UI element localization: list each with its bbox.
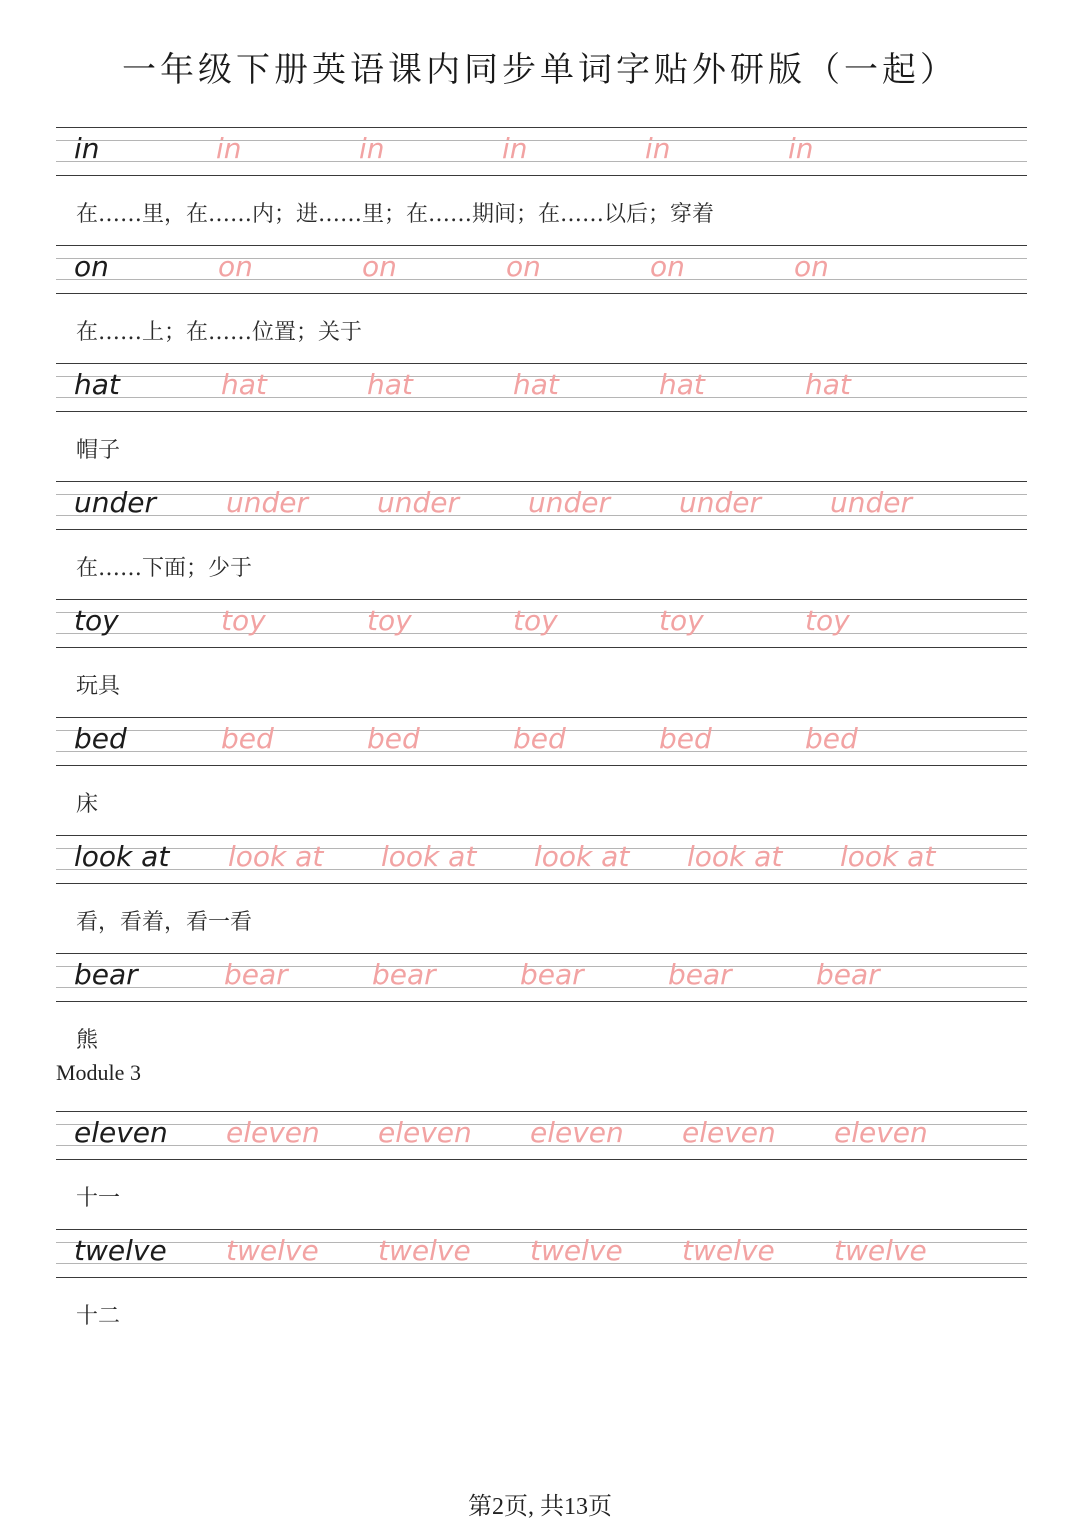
trace-word: bed: [221, 722, 274, 755]
ruled-line: [56, 245, 1027, 246]
writing-row: [56, 1111, 1027, 1161]
ruled-line: [56, 293, 1027, 294]
ruled-line: [56, 127, 1027, 128]
writing-row: [56, 1229, 1027, 1279]
ruled-line: [56, 140, 1027, 141]
vocab-word: hat: [74, 368, 120, 401]
ruled-line: [56, 647, 1027, 648]
trace-word: bed: [805, 722, 858, 755]
trace-word: toy: [221, 604, 266, 637]
trace-word: look at: [228, 840, 324, 873]
ruled-line: [56, 1111, 1027, 1112]
ruled-line: [56, 1229, 1027, 1230]
ruled-line: [56, 765, 1027, 766]
trace-word: on: [362, 250, 397, 283]
trace-word: eleven: [530, 1116, 624, 1149]
ruled-line: [56, 1159, 1027, 1160]
trace-word: on: [218, 250, 253, 283]
trace-word: hat: [513, 368, 559, 401]
vocab-word: under: [74, 486, 157, 519]
vocab-word: eleven: [74, 1116, 168, 1149]
trace-word: under: [377, 486, 460, 519]
trace-word: twelve: [682, 1234, 775, 1267]
trace-word: look at: [534, 840, 630, 873]
ruled-line: [56, 835, 1027, 836]
trace-word: under: [830, 486, 913, 519]
trace-word: eleven: [378, 1116, 472, 1149]
trace-word: hat: [367, 368, 413, 401]
page-footer: 第2页, 共13页: [468, 1494, 612, 1520]
trace-word: eleven: [834, 1116, 928, 1149]
trace-word: bed: [659, 722, 712, 755]
ruled-line: [56, 279, 1027, 280]
word-meaning: 在……下面；少于: [76, 556, 253, 581]
trace-word: hat: [805, 368, 851, 401]
trace-word: under: [528, 486, 611, 519]
word-meaning: 熊: [76, 1028, 99, 1053]
trace-word: bear: [816, 958, 880, 991]
ruled-line: [56, 599, 1027, 600]
word-meaning: 玩具: [76, 674, 121, 699]
trace-word: hat: [659, 368, 705, 401]
ruled-line: [56, 953, 1027, 954]
writing-row: [56, 717, 1027, 767]
writing-row: [56, 481, 1027, 531]
ruled-line: [56, 481, 1027, 482]
trace-word: toy: [367, 604, 412, 637]
trace-word: twelve: [530, 1234, 623, 1267]
trace-word: toy: [805, 604, 850, 637]
module-label: Module 3: [56, 1060, 141, 1085]
writing-row: [56, 363, 1027, 413]
ruled-line: [56, 717, 1027, 718]
vocab-word: bed: [74, 722, 127, 755]
word-meaning: 十一: [76, 1186, 121, 1211]
trace-word: eleven: [226, 1116, 320, 1149]
page-title: 一年级下册英语课内同步单词字贴外研版（一起）: [122, 50, 958, 90]
vocab-word: on: [74, 250, 109, 283]
vocab-word: bear: [74, 958, 138, 991]
writing-row: [56, 599, 1027, 649]
trace-word: bear: [224, 958, 288, 991]
ruled-line: [56, 411, 1027, 412]
writing-row: [56, 127, 1027, 177]
trace-word: hat: [221, 368, 267, 401]
trace-word: toy: [513, 604, 558, 637]
trace-word: twelve: [226, 1234, 319, 1267]
writing-row: [56, 953, 1027, 1003]
ruled-line: [56, 1001, 1027, 1002]
trace-word: on: [650, 250, 685, 283]
trace-word: on: [794, 250, 829, 283]
vocab-word: look at: [74, 840, 170, 873]
word-meaning: 帽子: [76, 438, 121, 463]
word-meaning: 十二: [76, 1304, 121, 1329]
vocab-word: twelve: [74, 1234, 167, 1267]
word-meaning: 在……上；在……位置；关于: [76, 320, 363, 345]
word-meaning: 在……里，在……内；进……里；在……期间；在……以后；穿着: [76, 202, 715, 227]
trace-word: in: [359, 132, 385, 165]
writing-row: [56, 835, 1027, 885]
trace-word: in: [645, 132, 671, 165]
ruled-line: [56, 175, 1027, 176]
trace-word: look at: [840, 840, 936, 873]
trace-word: look at: [687, 840, 783, 873]
ruled-line: [56, 883, 1027, 884]
ruled-line: [56, 363, 1027, 364]
trace-word: toy: [659, 604, 704, 637]
trace-word: bed: [513, 722, 566, 755]
trace-word: bear: [372, 958, 436, 991]
ruled-line: [56, 529, 1027, 530]
trace-word: bear: [668, 958, 732, 991]
trace-word: eleven: [682, 1116, 776, 1149]
vocab-word: toy: [74, 604, 119, 637]
trace-word: in: [216, 132, 242, 165]
vocab-word: in: [74, 132, 100, 165]
trace-word: twelve: [834, 1234, 927, 1267]
word-meaning: 床: [76, 792, 99, 817]
trace-word: under: [226, 486, 309, 519]
ruled-line: [56, 161, 1027, 162]
ruled-line: [56, 1277, 1027, 1278]
trace-word: under: [679, 486, 762, 519]
trace-word: in: [502, 132, 528, 165]
trace-word: in: [788, 132, 814, 165]
trace-word: look at: [381, 840, 477, 873]
trace-word: on: [506, 250, 541, 283]
trace-word: bed: [367, 722, 420, 755]
writing-row: [56, 245, 1027, 295]
trace-word: twelve: [378, 1234, 471, 1267]
trace-word: bear: [520, 958, 584, 991]
ruled-line: [56, 258, 1027, 259]
word-meaning: 看，看着，看一看: [76, 910, 253, 935]
